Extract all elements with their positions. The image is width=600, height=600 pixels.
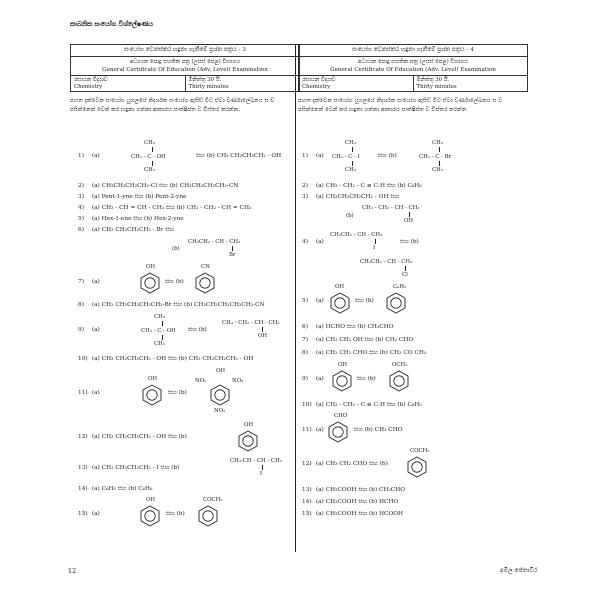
benzene-ring-icon [142,384,162,406]
left-q11-label-b-bot: NO₂ [214,408,226,414]
right-question-12: 12) (a) CH₃ CH₂ CHO සහ (b) [302,461,388,467]
right-q1-b-bot: CH₃ [432,167,443,173]
left-q11-label-a: OH [148,376,158,382]
left-q15-label-a: OH [146,497,156,503]
benzene-ring-icon [198,505,218,527]
benzene-ring-icon [140,505,160,527]
right-question-15: 15) (a) CH₃COOH සහ (b) HCOOH [302,511,404,517]
right-q4-b-bot: Cl [402,272,408,278]
right-question-10: 10) (a) CH₃ - CH₂ - C ≡ C-H සහ (b) C₆H₅ [302,402,422,408]
page-number: 12 [68,567,77,575]
left-question-1: 1) (a) [78,153,100,159]
benzene-ring-icon [407,456,427,478]
left-exam-name-si: අධ්‍යයන පොදු සහතික පත්‍ර (උසස් පෙළ) විභාගය [129,59,241,65]
left-q15-mid: සහ (b) [166,511,185,517]
left-question-11: 11) (a) [78,390,100,396]
right-q1-b-mid: CH₃ - C - Br [419,154,452,160]
right-q3-b: (b) [346,213,354,219]
left-q1-struct-top: CH₃ [144,140,155,146]
right-question-9: 9) (a) [302,376,324,382]
right-question-3: 3) (a) CH₃CH₂CH₂CH₂ - OH සහ [302,194,399,200]
right-q3-b-mid: CH₃ - CH₂ - CH - CH₃ [362,205,420,211]
right-q9-mid: සහ (b) [357,376,376,382]
benzene-ring-icon [238,430,258,452]
left-q6-struct-mid: CH₃CH₂ - CH - CH₃ [188,239,241,245]
benzene-ring-icon [210,384,230,406]
benzene-ring-icon [140,272,160,294]
left-subject-si: රසායන විද්‍යාව [74,77,108,83]
left-q13-b-mid: CH₃-CH - CH - CH₃ [230,458,282,464]
left-paper-header-box [70,44,300,92]
right-exam-name-en: General Certificate Of Education (Adv. Level) Examination [299,66,527,76]
left-q6-struct-bot: Br [229,252,236,258]
benzene-ring-icon [330,292,350,314]
right-question-6: 6) (a) HCHO සහ (b) CH₃CHO [302,324,394,330]
left-q7-label-b: CN [201,264,210,270]
left-subject-en: Chemistry [74,84,103,90]
right-q11-rest: සහ (b) CH₃ CHO [354,427,403,433]
left-question-3: 3) (a) Pent-1-yne සහ (b) Pent-2-yne [78,194,187,200]
benzene-ring-icon [332,370,352,392]
right-question-14: 14) (a) CH₃COOH සහ (b) HCHO [302,499,399,505]
right-q4-mid: සහ (b) [400,239,419,245]
left-q13-b-bot: I [260,471,263,477]
author-name: අමිල ජේතාවිර [500,567,538,574]
left-question-4: 4) (a) CH₃ - CH = CH - CH₃ සහ (b) CH₂ - CH₂ - CH = CH₂ [78,205,252,211]
right-exam-name-si: අධ්‍යයන පොදු සහතික පත්‍ර (උසස් පෙළ) විභාගය [357,59,469,65]
right-time-en: Thirty minutes [416,84,457,90]
left-q11-mid: සහ (b) [168,390,187,396]
left-q7-label-a: OH [146,264,156,270]
right-q4-struct-bot: I [373,245,376,251]
left-q12-label-b: OH [244,422,254,428]
right-subject-si: රසායන විද්‍යාව [302,77,336,83]
left-time-en: Thirty minutes [188,84,229,90]
left-q11-label-b-r: NO₂ [232,378,244,384]
left-question-13: 13) (a) CH₃ CH₂CH₂CH₂ - I සහ (b) [78,465,180,471]
left-q15-label-b: COCH₃ [203,497,223,503]
left-q9-b-bot: OH [258,333,268,339]
benzene-ring-icon [389,370,409,392]
right-question-4: 4) (a) [302,239,324,245]
right-paper-header-box [298,44,528,92]
right-q1-b-top: CH₃ [432,140,443,146]
right-q9-label-a: OH [338,362,348,368]
left-question-14: 14) (a) C₆H₅ සහ (b) C₆H₆ [78,486,153,492]
left-instructions: පහත දැක්වෙන සංයෝග යුගලයේ නිදර්ශක සංයෝග ඇසිඩ් විට ඒවා වර්ණාලේඛනය ස ව පසින්නෙන් වෙන් කර හඳුනා ගන්නා ආකාරය සංක්ෂිප්ත ව විස්තර කරන්න. [70,98,275,113]
right-paper-title: සංයෝග වෙනස්කර හඳුනා ගැනීමේ ප්‍රශ්න පත්‍රය - 4 [299,45,527,57]
left-question-6: 6) (a) CH₃ CH₂CH₂CH₂ - Br සහ [78,227,175,233]
left-subject-row [71,76,299,91]
left-q9-b-mid: CH₃ - CH₂ - CH - CH₃ [222,320,280,326]
left-question-2: 2) (a) CH₃CH₂CH₂CH₂-Cl සහ (b) CH₃CH₂CH₂CH₂-CN [78,183,239,189]
left-question-15: 15) (a) [78,511,100,517]
left-question-8: 8) (a) CH₃ CH₂CH₂CH₂CH₂-Br සහ (b) CH₃CH₂CH₂CH₂CH₂-CN [78,302,265,308]
right-q5-mid: සහ (b) [355,298,374,304]
right-question-1: 1) (a) [302,153,324,159]
page-header-title: කාබනික සංයෝග විශ්ලේෂණය [70,20,154,28]
left-q9-struct-top: CH₃ [154,314,165,320]
left-question-12: 12) (a) CH₃ CH₂CH₂CH₂ - OH සහ (b) [78,434,187,440]
left-q1-struct-mid: CH₃ - C - OH [131,154,166,160]
benzene-ring-icon [328,421,348,443]
left-question-7: 7) (a) [78,279,100,285]
right-question-11: 11) (a) [302,427,324,433]
right-time-si: මිනිත්තු 30 යි. [416,77,450,83]
left-question-5: 5) (a) Hex-1-ene සහ (b) Hex-2-yne [78,216,184,222]
right-q12-label-b: COCH₃ [410,448,430,454]
benzene-ring-icon [195,272,215,294]
left-q1-rest: සහ (b) CH₃ CH₂CH₂CH₂ - OH [196,153,282,159]
left-q11-label-b-l: NO₂ [195,378,207,384]
benzene-ring-icon [386,292,406,314]
right-q5-label-b: C₆H₅ [393,284,407,290]
right-subject-en: Chemistry [302,84,331,90]
right-q1-mid: සහ (b) [378,153,397,159]
left-q9-struct-mid: CH₃ - C - OH [141,328,176,334]
right-q4-struct-mid: CH₃CH₂ - CH - CH₃ [330,232,383,238]
left-q11-label-b-top: OH [216,368,226,374]
right-question-8: 8) (a) CH₃ CH₂ CHO සහ (b) CH₃ CO CH₃ [302,350,427,356]
left-q1-struct-bot: CH₃ [144,167,155,173]
right-q3-b-bot: OH [404,218,414,224]
right-q5-label-a: OH [335,284,345,290]
left-q7-mid: සහ (b) [165,279,184,285]
right-q1-struct-bot: CH₃ [345,167,356,173]
left-q9-mid: සහ (b) [188,327,207,333]
right-q4-b-mid: CH₃CH₂ - CH - CH₃ [360,259,413,265]
right-instructions: පහත දැක්වෙන සංයෝග යුගලයේ නිදර්ශක සංයෝග ඇසිඩ් විට ඒවා වර්ණාලේඛනය ස ව පසින්නෙන් වෙන් කර හඳුනා ගන්නා ආකාරය සංක්ෂිප්ත ව විස්තර කරන්න. [298,98,503,113]
left-time-si: මිනිත්තු 30 යි. [188,77,222,83]
left-q6-b: (b) [172,246,180,252]
right-q9-label-b: OCH₃ [392,362,408,368]
left-exam-name-en: General Certificate Of Education (Adv. Level) Examination [71,66,299,76]
left-q9-struct-bot: CH₃ [154,341,165,347]
right-question-7: 7) (a) CH₃ CH₂ OH සහ (b) CH₃ CHO [302,337,414,343]
right-question-5: 5) (a) [302,298,324,304]
left-paper-title: සංයෝග වෙනස්කර හඳුනා ගැනීමේ ප්‍රශ්න පත්‍රය - 3 [71,45,299,57]
right-subject-row [299,76,527,91]
right-q11-label-a: CHO [334,413,348,419]
right-q1-struct-top: CH₃ [345,140,356,146]
right-question-2: 2) (a) CH₃ - CH₂ - C ≡ C-H සහ (b) C₆H₆ [302,183,422,189]
left-question-10: 10) (a) CH₃ CH₂CH₂CH₂ - OH සහ (b) CH₃ CH₂CH₂CH₂ - OH [78,356,254,362]
left-question-9: 9) (a) [78,327,100,333]
right-question-13: 13) (a) CH₃COOH සහ (b) CH₃CHO [302,487,406,493]
right-q1-struct-mid: CH₃ - C - I [332,154,360,160]
